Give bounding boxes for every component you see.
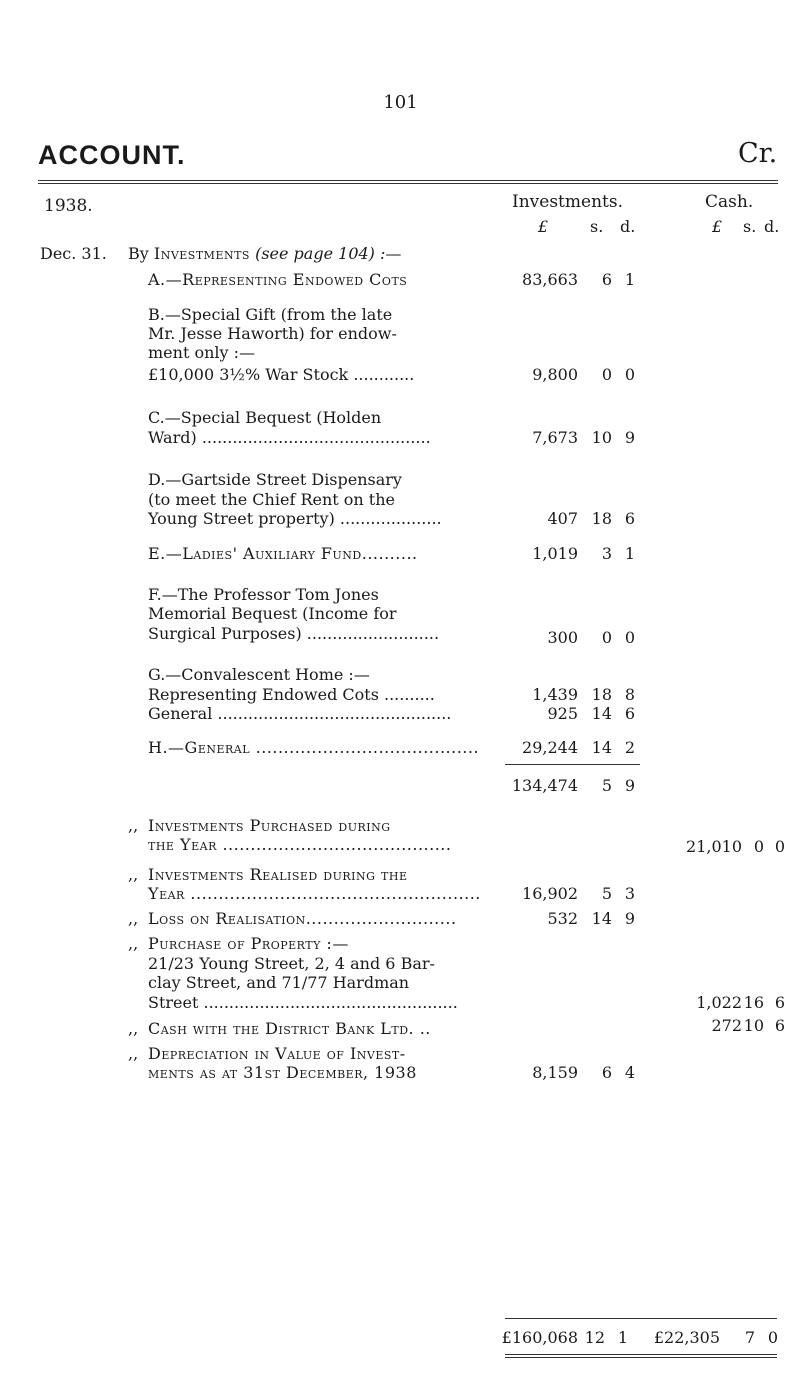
see-page-reference: (see page 104) :—: [255, 244, 402, 263]
loss-shillings: 14: [591, 909, 612, 928]
item-d-pence: 6: [624, 509, 635, 528]
item-e-pence: 1: [624, 544, 635, 563]
inv-pence-header: d.: [620, 217, 636, 236]
item-f-shillings: 0: [601, 628, 612, 647]
purchased-ditto-mark: ,,: [128, 816, 139, 835]
loss-pounds: 532: [547, 909, 578, 928]
inv-shilling-header: s.: [590, 217, 604, 236]
item-h-shillings: 14: [591, 738, 612, 757]
item-f-line2: Memorial Bequest (Income for: [148, 604, 397, 623]
item-g-endowed-pence: 8: [624, 685, 635, 704]
bank-cash-shillings: 10: [743, 1016, 764, 1035]
item-b-line2: Mr. Jesse Haworth) for endow-: [148, 324, 397, 343]
depreciation-ditto-mark: ,,: [128, 1044, 139, 1063]
item-g-general-pence: 6: [624, 704, 635, 723]
depreciation-shillings: 6: [601, 1063, 612, 1082]
item-f-line1: F.—The Professor Tom Jones: [148, 585, 379, 604]
item-f-line3: Surgical Purposes) ..........................: [148, 624, 440, 643]
depreciation-line2: ments as at 31st December, 1938: [148, 1063, 417, 1082]
item-g-line3: General ..............................................: [148, 704, 452, 723]
realised-pence: 3: [624, 884, 635, 903]
cash-pound-header: £: [712, 217, 723, 236]
bank-ditto-mark: ,,: [128, 1019, 139, 1038]
subtotal-pence: 9: [624, 776, 635, 795]
item-e-pounds: 1,019: [532, 544, 578, 563]
item-c-line1: C.—Special Bequest (Holden: [148, 408, 382, 427]
subtotal-pounds: 134,474: [511, 776, 578, 795]
page-number: 101: [383, 92, 418, 113]
item-b-pence: 0: [624, 365, 635, 384]
total-cash-shillings: 7: [744, 1328, 755, 1347]
credit-heading: Cr.: [738, 138, 778, 169]
property-cash-pounds: 1,022: [696, 993, 742, 1012]
loss-ditto-mark: ,,: [128, 909, 139, 928]
item-d-line1: D.—Gartside Street Dispensary: [148, 470, 402, 489]
realised-shillings: 5: [601, 884, 612, 903]
item-b-pounds: 9,800: [532, 365, 578, 384]
property-line3: clay Street, and 71/77 Hardman: [148, 973, 410, 992]
depreciation-pence: 4: [624, 1063, 635, 1082]
item-a-label: A.—Representing Endowed Cots: [148, 270, 408, 289]
item-g-general-pounds: 925: [547, 704, 578, 723]
item-g-endowed-pounds: 1,439: [532, 685, 578, 704]
bank-cash-pounds: 272: [711, 1016, 742, 1035]
item-g-line2: Representing Endowed Cots ..........: [148, 685, 435, 704]
loss-pence: 9: [624, 909, 635, 928]
subtotal-shillings: 5: [601, 776, 612, 795]
property-ditto-mark: ,,: [128, 934, 139, 953]
property-cash-pence: 6: [774, 993, 785, 1012]
item-e-label: E.—Ladies' Auxiliary Fund..........: [148, 544, 418, 563]
item-g-line1: G.—Convalescent Home :—: [148, 665, 370, 684]
totals-bottom-rule: [505, 1354, 777, 1355]
total-investments-pounds: £160,068: [501, 1328, 578, 1347]
by-prefix: By: [128, 244, 149, 263]
cash-shilling-header: s.: [743, 217, 757, 236]
realised-line1: Investments Realised during the: [148, 865, 408, 884]
purchased-cash-shillings: 0: [753, 837, 764, 856]
account-heading: ACCOUNT.: [38, 140, 186, 170]
item-d-shillings: 18: [591, 509, 612, 528]
total-investments-shillings: 12: [584, 1328, 605, 1347]
item-h-label: H.—General ........................................: [148, 738, 480, 757]
subtotal-rule: [505, 764, 640, 765]
bank-cash-pence: 6: [774, 1016, 785, 1035]
depreciation-line1: Depreciation in Value of Invest-: [148, 1044, 406, 1063]
purchased-line1: Investments Purchased during: [148, 816, 391, 835]
total-cash-pounds: £22,305: [653, 1328, 720, 1347]
realised-pounds: 16,902: [522, 884, 578, 903]
item-b-line3: ment only :—: [148, 343, 256, 362]
total-cash-pence: 0: [767, 1328, 778, 1347]
item-d-line2: (to meet the Chief Rent on the: [148, 490, 396, 509]
investments-column-header: Investments.: [512, 192, 623, 212]
item-b-line4: £10,000 3½% War Stock ............: [148, 365, 415, 384]
item-g-endowed-shillings: 18: [591, 685, 612, 704]
inv-pound-header: £: [538, 217, 549, 236]
item-a-pounds: 83,663: [522, 270, 578, 289]
by-investments-line: [128, 244, 401, 263]
item-g-general-shillings: 14: [591, 704, 612, 723]
cash-column-header: Cash.: [705, 192, 754, 212]
totals-top-rule: [505, 1318, 777, 1319]
item-b-shillings: 0: [601, 365, 612, 384]
item-a-shillings: 6: [601, 270, 612, 289]
investments-title: Investments: [153, 244, 250, 263]
realised-line2: Year ....................................................: [148, 884, 481, 903]
total-investments-pence: 1: [617, 1328, 628, 1347]
item-e-shillings: 3: [601, 544, 612, 563]
item-c-line2: Ward) .............................................: [148, 428, 431, 447]
purchased-cash-pounds: 21,010: [686, 837, 742, 856]
property-line2: 21/23 Young Street, 2, 4 and 6 Bar-: [148, 954, 435, 973]
item-h-pounds: 29,244: [522, 738, 578, 757]
item-c-pounds: 7,673: [532, 428, 578, 447]
property-line4: Street ..................................................: [148, 993, 458, 1012]
year-label: 1938.: [44, 196, 93, 216]
realised-ditto-mark: ,,: [128, 865, 139, 884]
item-a-pence: 1: [624, 270, 635, 289]
item-c-shillings: 10: [591, 428, 612, 447]
purchased-cash-pence: 0: [774, 837, 785, 856]
item-h-pence: 2: [624, 738, 635, 757]
date-label: Dec. 31.: [40, 244, 107, 263]
top-rule-2: [38, 183, 778, 184]
item-d-line3: Young Street property) ....................: [148, 509, 442, 528]
top-rule: [38, 180, 778, 181]
cash-pence-header: d.: [764, 217, 780, 236]
item-d-pounds: 407: [547, 509, 578, 528]
totals-bottom-rule-2: [505, 1357, 777, 1358]
loss-label: Loss on Realisation...........................: [148, 909, 457, 928]
depreciation-pounds: 8,159: [532, 1063, 578, 1082]
purchased-line2: the Year .........................................: [148, 835, 452, 854]
item-c-pence: 9: [624, 428, 635, 447]
item-b-line1: B.—Special Gift (from the late: [148, 305, 393, 324]
item-f-pounds: 300: [547, 628, 578, 647]
property-cash-shillings: 16: [743, 993, 764, 1012]
item-f-pence: 0: [624, 628, 635, 647]
property-line1: Purchase of Property :—: [148, 934, 349, 953]
cash-bank-label: Cash with the District Bank Ltd. ..: [148, 1019, 431, 1038]
